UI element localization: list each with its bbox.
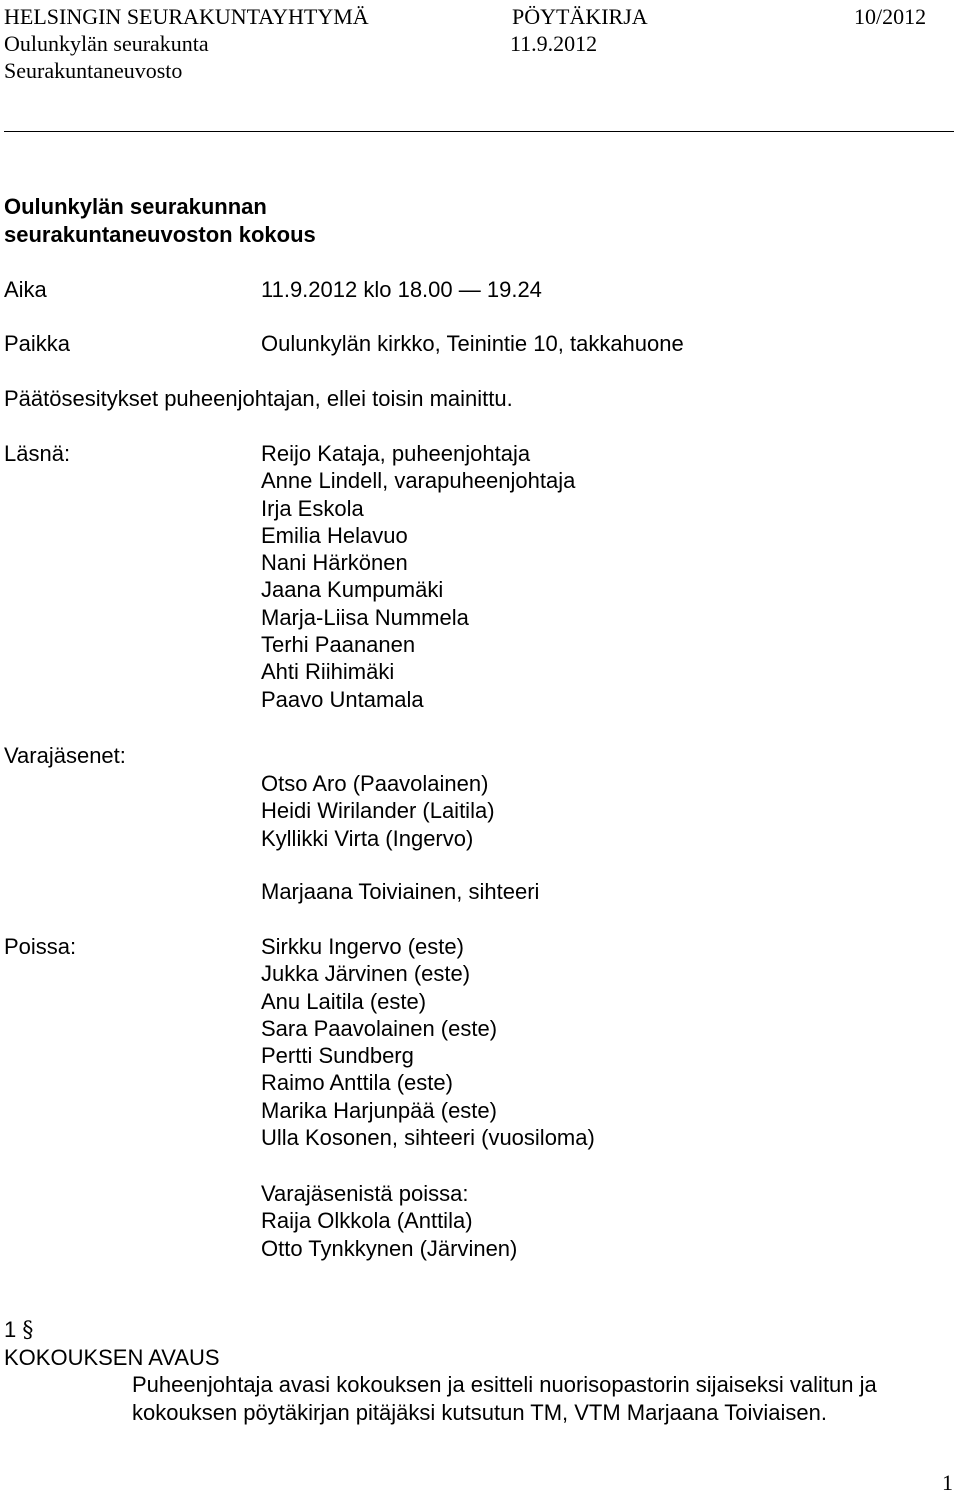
list-item: Terhi Paananen [261,632,416,658]
header-date: 11.9.2012 [510,31,598,56]
list-item: Jukka Järvinen (este) [261,961,471,987]
header-organization: HELSINGIN SEURAKUNTAYHTYMÄ [4,4,369,29]
header-document-number: 10/2012 [854,4,927,29]
header-parish: Oulunkylän seurakunta [4,31,209,56]
secretary: Marjaana Toiviainen, sihteeri [261,879,540,904]
document-title [4,193,316,249]
list-item: Otto Tynkkynen (Järvinen) [261,1235,518,1261]
list-item: Kyllikki Virta (Ingervo) [261,825,474,851]
header-divider [4,131,954,132]
list-item: Marika Harjunpää (este) [261,1097,497,1123]
time-value: 11.9.2012 klo 18.00 — 19.24 [261,277,542,302]
list-item: Raimo Anttila (este) [261,1070,453,1096]
time-label: Aika [4,277,47,302]
list-item: Ulla Kosonen, sihteeri (vuosiloma) [261,1125,595,1151]
section-number [4,1316,33,1344]
present-members-list [261,440,575,713]
list-item: Anu Laitila (este) [261,988,427,1014]
list-item: Reijo Kataja, puheenjohtaja [261,441,531,466]
absent-deputies-heading: Varajäsenistä poissa: [261,1181,469,1206]
list-item: Pertti Sundberg [261,1043,414,1069]
list-item: Paavo Untamala [261,686,424,712]
list-item: Anne Lindell, varapuheenjohtaja [261,468,576,494]
section-number-value: 1 [4,1317,17,1342]
list-item: Jaana Kumpumäki [261,577,444,603]
list-item: Heidi Wirilander (Laitila) [261,798,495,824]
list-item: Ahti Riihimäki [261,659,395,685]
title-line-2: seurakuntaneuvoston kokous [4,222,316,247]
deputies-list [261,770,495,852]
page-number: 1 [942,1470,953,1495]
list-item: Sirkku Ingervo (este) [261,934,464,959]
absent-deputies-list [261,1180,517,1262]
list-item: Raija Olkkola (Anttila) [261,1208,473,1234]
list-item: Sara Paavolainen (este) [261,1015,498,1041]
place-label: Paikka [4,331,71,356]
deputies-label: Varajäsenet: [4,743,126,768]
header-document-type: PÖYTÄKIRJA [512,4,648,29]
proposals-note: Päätösesitykset puheenjohtajan, ellei toisin mainittu. [4,386,513,411]
place-value: Oulunkylän kirkko, Teinintie 10, takkahuone [261,331,684,356]
list-item: Marja-Liisa Nummela [261,604,469,630]
header-body: Seurakuntaneuvosto [4,58,183,83]
title-line-1: Oulunkylän seurakunnan [4,194,267,219]
section-paragraph: Puheenjohtaja avasi kokouksen ja esitteli nuorisopastorin sijaiseksi valitun ja kokouksen pöytäkirjan pitäjäksi kutsutun TM, VTM Marjaana Toiviaisen. [132,1372,877,1425]
list-item: Otso Aro (Paavolainen) [261,771,489,796]
section-symbol: § [22,1318,34,1343]
absent-label: Poissa: [4,934,77,959]
present-label: Läsnä: [4,441,71,466]
section-heading: KOKOUKSEN AVAUS [4,1345,220,1370]
list-item: Nani Härkönen [261,550,408,576]
absent-members-list [261,933,595,1151]
list-item: Emilia Helavuo [261,522,408,548]
list-item: Irja Eskola [261,495,364,521]
